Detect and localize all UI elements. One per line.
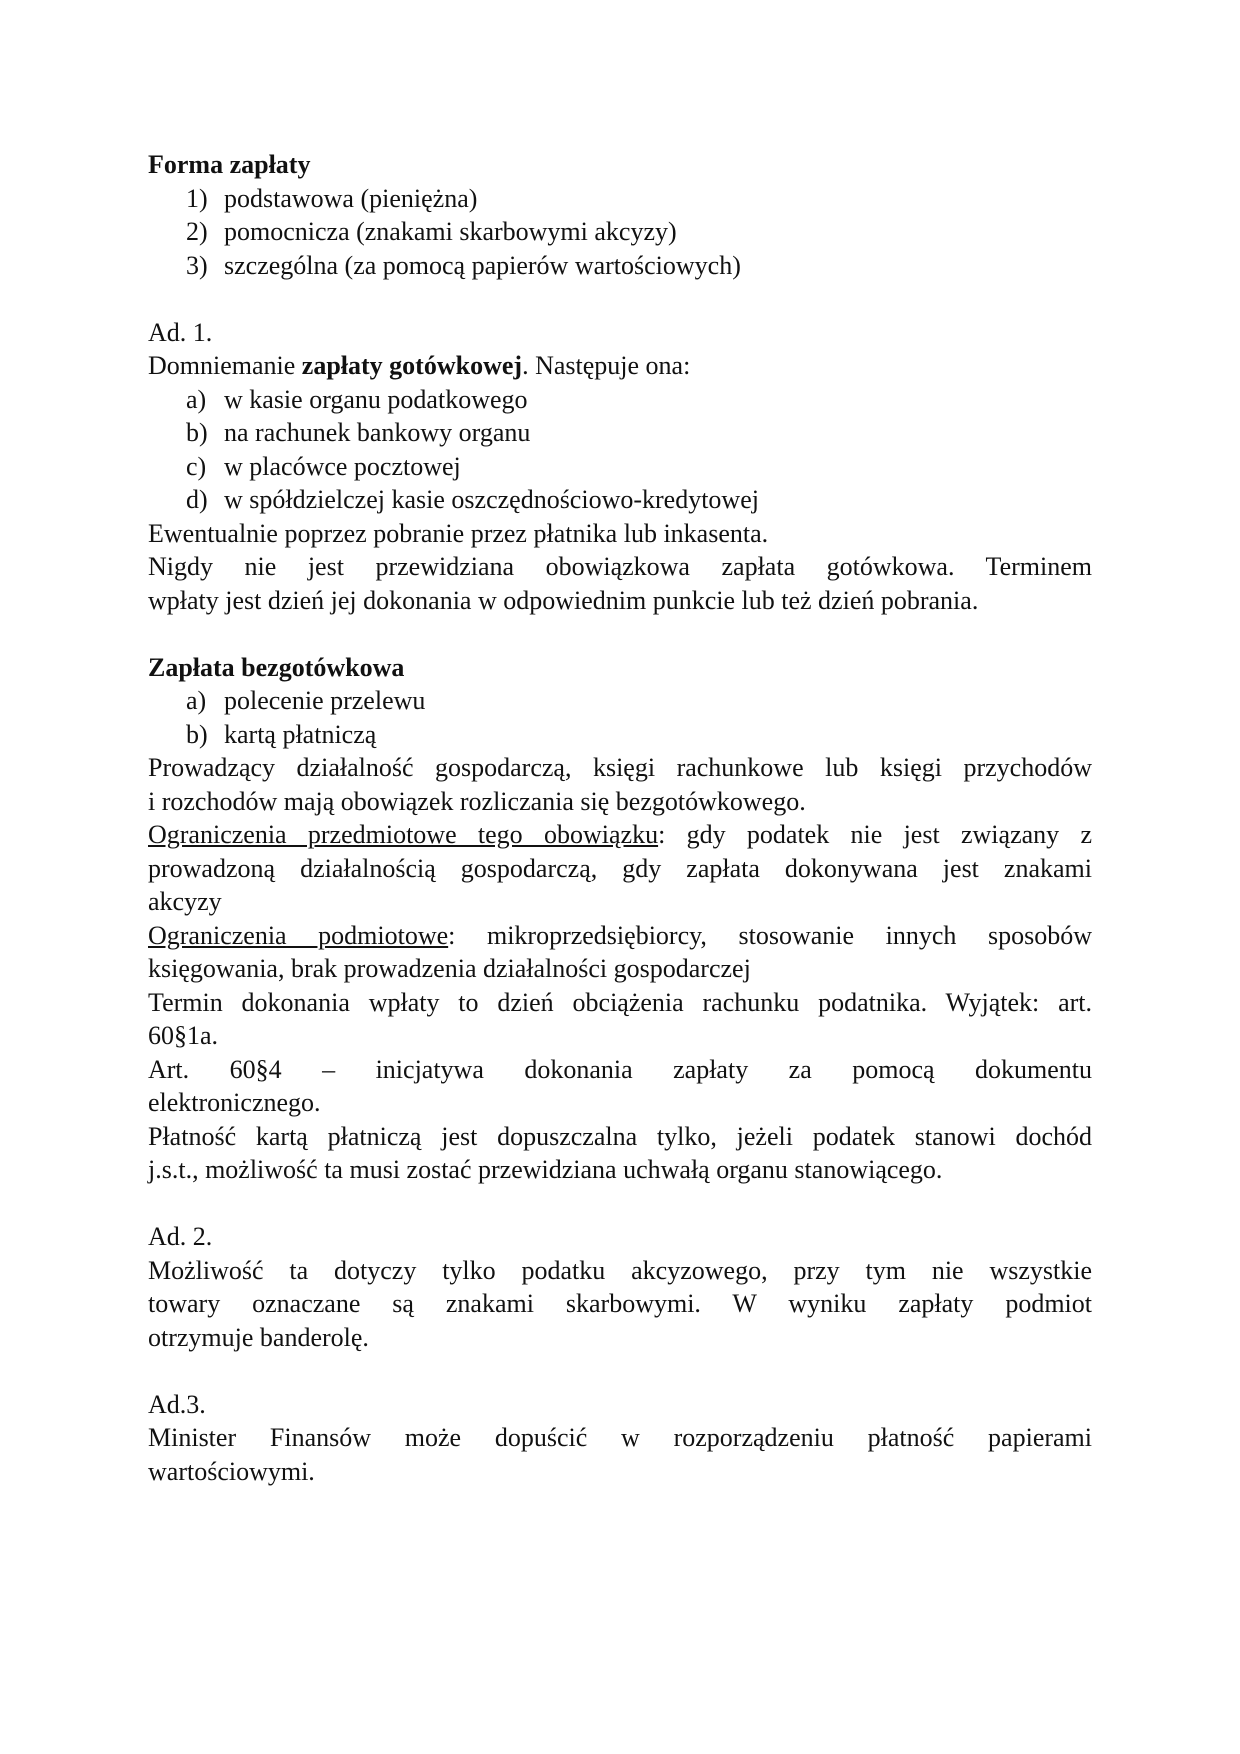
list-item: a) polecenie przelewu [186, 686, 426, 715]
paragraph-line: Możliwość ta dotyczy tylko podatku akcyzowego, przy tym nie wszystkie [148, 1255, 1092, 1285]
underlined-term: Ograniczenia podmiotowe [148, 920, 449, 950]
list-item: b) na rachunek bankowy organu [186, 418, 531, 447]
section-heading-forma: Forma zapłaty [148, 150, 311, 179]
paragraph-line: Termin dokonania wpłaty to dzień obciążenia rachunku podatnika. Wyjątek: art. [148, 987, 1092, 1017]
paragraph-line: akcyzy [148, 887, 222, 916]
paragraph-line: Płatność kartą płatniczą jest dopuszczalna tylko, jeżeli podatek stanowi dochód [148, 1121, 1092, 1151]
list-item: 2) pomocnicza (znakami skarbowymi akcyzy) [186, 217, 677, 246]
paragraph-line: elektronicznego. [148, 1088, 321, 1117]
paragraph-line: Ograniczenia przedmiotowe tego obowiązku: gdy podatek nie jest związany z [148, 820, 1092, 849]
paragraph-line: wpłaty jest dzień jej dokonania w odpowiednim punkcie lub też dzień pobrania. [148, 585, 979, 615]
paragraph-line: Art. 60§4 – inicjatywa dokonania zapłaty za pomocą dokumentu [148, 1054, 1092, 1084]
paragraph-line: Minister Finansów może dopuścić w rozporządzeniu płatność papierami [148, 1423, 1092, 1452]
list-item: 3) szczególna (za pomocą papierów wartościowych) [186, 250, 741, 280]
list-item: d) w spółdzielczej kasie oszczędnościowo-kredytowej [186, 485, 759, 514]
paragraph-line: towary oznaczane są znakami skarbowymi. W wyniku zapłaty podmiot [148, 1289, 1092, 1318]
paragraph-line: Ograniczenia podmiotowe: mikroprzedsiębiorcy, stosowanie innych sposobów [148, 920, 1092, 950]
ad1-intro: Domniemanie zapłaty gotówkowej. Następuje ona: [148, 351, 691, 380]
paragraph-line: Ewentualnie poprzez pobranie przez płatnika lub inkasenta. [148, 518, 769, 548]
paragraph-line: j.s.t., możliwość ta musi zostać przewidziana uchwałą organu stanowiącego. [148, 1155, 943, 1184]
paragraph-line: otrzymuje banderolę. [148, 1322, 369, 1352]
paragraph-line: księgowania, brak prowadzenia działalności gospodarczej [148, 954, 751, 983]
section-heading-ad3: Ad.3. [148, 1389, 206, 1419]
underlined-term: Ograniczenia przedmiotowe tego obowiązku [148, 820, 659, 849]
list-item: 1) podstawowa (pieniężna) [186, 183, 478, 213]
paragraph-line: Nigdy nie jest przewidziana obowiązkowa zapłata gotówkowa. Terminem [148, 552, 1092, 581]
document-page [148, 148, 1092, 1488]
list-item: b) kartą płatniczą [186, 719, 377, 749]
paragraph-line: i rozchodów mają obowiązek rozliczania się bezgotówkowego. [148, 786, 806, 816]
paragraph-line: wartościowymi. [148, 1456, 315, 1486]
list-item: c) w placówce pocztowej [186, 451, 461, 481]
section-heading-bezgotowkowa: Zapłata bezgotówkowa [148, 652, 405, 682]
section-heading-ad1: Ad. 1. [148, 317, 213, 347]
paragraph-line: prowadzoną działalnością gospodarczą, gdy zapłata dokonywana jest znakami [148, 853, 1092, 883]
paragraph-line: Prowadzący działalność gospodarczą, księgi rachunkowe lub księgi przychodów [148, 753, 1092, 782]
list-item: a) w kasie organu podatkowego [186, 384, 528, 414]
paragraph-line: 60§1a. [148, 1021, 219, 1050]
section-heading-ad2: Ad. 2. [148, 1222, 213, 1251]
